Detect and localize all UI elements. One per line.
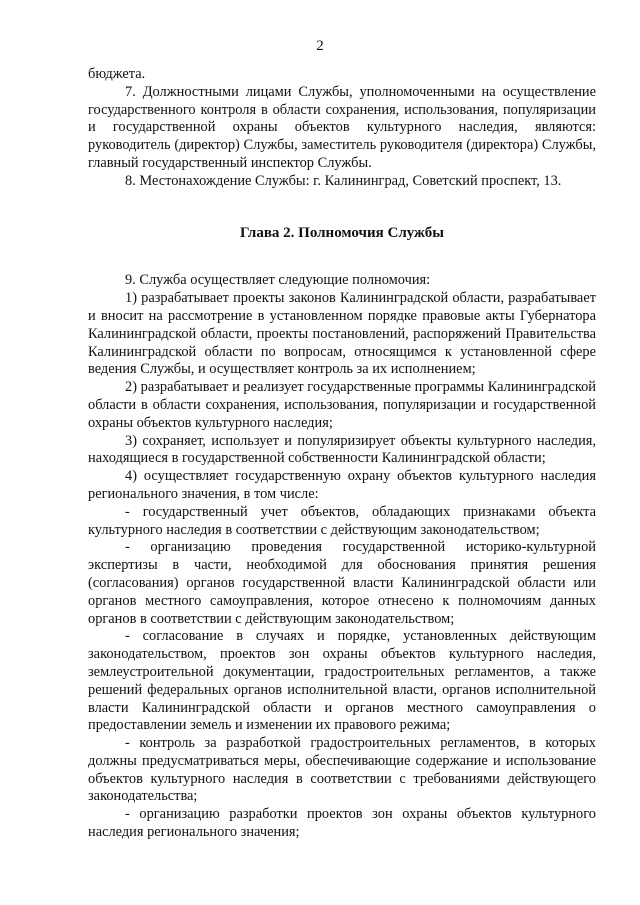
paragraph-budget-end: бюджета. bbox=[88, 66, 146, 82]
item-1-laws: 1) разрабатывает проекты законов Калининградской области, разрабатывает и вносит на рассмотрение в установленном порядке правовые акты Губернатора Калининградской области, проекты постановлений, распоряжений Правительства Калининградской области по вопросам, относящимся к установленной сфере ведения Службы, и осуществляет контроль за их исполнением; bbox=[88, 290, 596, 378]
document-body bbox=[88, 66, 596, 842]
chapter-heading: Глава 2. Полномочия Службы bbox=[240, 224, 444, 241]
paragraph-8-location: 8. Местонахождение Службы: г. Калининград, Советский проспект, 13. bbox=[125, 172, 562, 189]
subitem-expertise: - организацию проведения государственной историко-культурной экспертизы в части, необходимой для обоснования принятия решения (согласования) органов государственной власти Калининградской области или органов местного самоуправления, которое отнесено к полномочиям данных органов в соответствии с действующим законодательством; bbox=[88, 539, 596, 627]
subitem-zones: - организацию разработки проектов зон охраны объектов культурного наследия регионального значения; bbox=[88, 806, 596, 841]
item-3-preservation: 3) сохраняет, использует и популяризирует объекты культурного наследия, находящиеся в государственной собственности Калининградской области; bbox=[88, 432, 596, 467]
subitem-state-registry: - государственный учет объектов, обладающих признаками объекта культурного наследия в соответствии с действующим законодательством; bbox=[88, 503, 596, 538]
item-4-protection: 4) осуществляет государственную охрану объектов культурного наследия регионального значения, в том числе: bbox=[88, 468, 596, 502]
paragraph-7-officials: 7. Должностными лицами Службы, уполномоченными на осуществление государственного контроля в области сохранения, использования, популяризации и государственной охраны объектов культурного наследия, являются: руководитель (директор) Службы, заместитель руководителя (директора) Службы, главный государственный инспектор Службы. bbox=[88, 83, 596, 171]
subitem-control: - контроль за разработкой градостроительных регламентов, в которых должны предусматриваться меры, обеспечивающие содержание и использование объектов культурного наследия в соответствии с требованиями действующего законодательства; bbox=[88, 735, 596, 805]
item-2-programs: 2) разрабатывает и реализует государственные программы Калининградской области в области сохранения, использования, популяризации и государственной охраны объектов культурного наследия; bbox=[88, 379, 596, 431]
paragraph-9-intro: 9. Служба осуществляет следующие полномочия: bbox=[125, 272, 431, 289]
subitem-approval: - согласование в случаях и порядке, установленных действующим законодательством, проектов зон охраны объектов культурного наследия, землеустроительной документации, градостроительных регламентов, а также решений федеральных органов исполнительной власти, органов исполнительной власти Калининградской области и органов местного самоуправления о предоставлении земель и изменении их правового режима; bbox=[88, 628, 596, 734]
page-number: 2 bbox=[316, 38, 324, 54]
